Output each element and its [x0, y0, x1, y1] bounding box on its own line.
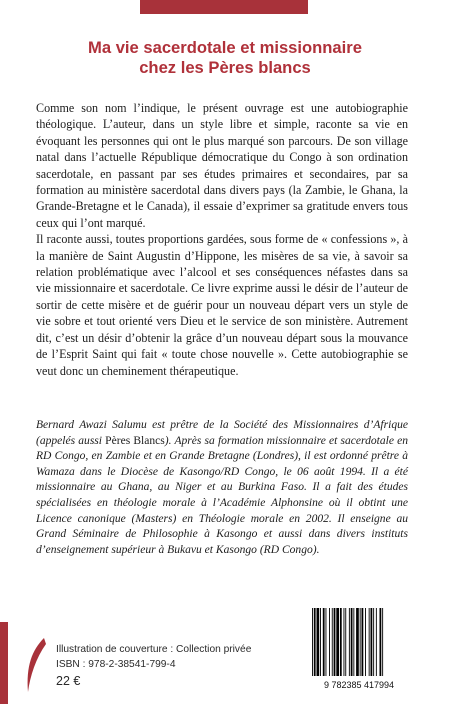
barcode-bar	[360, 608, 361, 676]
barcode-bar	[353, 608, 354, 676]
barcode-bar	[312, 608, 313, 676]
barcode-bar	[336, 608, 339, 676]
barcode-bar	[369, 608, 370, 676]
bio-part-1: Bernard Awazi Salumu est prêtre de la Société des Missionnaires d’Afrique (appelés aussi	[36, 419, 408, 447]
barcode-bar	[334, 608, 336, 676]
isbn-barcode	[304, 606, 414, 692]
barcode-bar	[340, 608, 342, 676]
summary-text	[36, 100, 408, 379]
barcode-bar	[329, 608, 330, 676]
barcode-bar	[365, 608, 366, 676]
barcode-bar	[332, 608, 333, 676]
bio-peres-blancs: Pères Blancs	[105, 434, 165, 447]
barcode-bar	[356, 608, 359, 676]
publisher-logo-icon	[22, 636, 48, 694]
barcode-bar	[382, 608, 383, 676]
summary-paragraph-1: Comme son nom l’indique, le présent ouvrage est une autobiographie théologique. L’auteur, dans un style libre et simple, raconte sa vie en évoquant les personnes qui ont le plus marqué son parcours. De son village natal dans l’actuelle République démocratique du Congo à son ordination sacerdotale, en passant par ses études primaires et secondaires, par sa formation au ministère sacerdotal dans divers pays (la Zambie, le Ghana, la Grande-Bretagne et le Canada), il essaie d’exprimer sa gratitude envers tous ceux qui l’ont marqué.	[36, 101, 408, 230]
barcode-number: 9 782385 417994	[323, 680, 395, 690]
barcode-bar	[317, 608, 320, 676]
barcode-bar	[351, 608, 353, 676]
author-bio-paragraph	[36, 418, 408, 558]
barcode-bar	[320, 608, 321, 676]
title-line-2: chez les Pères blancs	[139, 58, 311, 77]
bio-part-2: ). Après sa formation missionnaire et sacerdotale en RD Congo, en Zambie et en Grande Bretagne (Londres), il est ordonné prêtre à Wamaza dans le Diocèse de Kasongo/RD Congo, le 06 août 1994. Il a été missionnaire au Ghana, au Niger et au Burkina Faso. Il a fait des études spécialisées en théologie morale à l’Académie Alphonsine où il obtint une Licence canonique (Masters) en Théologie morale en 2002. Il enseigne au Grand Séminaire de Philosophie à Kasongo et aussi dans divers instituts d’enseignement supérieur à Bukavu et Kasongo (RD Congo).	[36, 434, 408, 556]
barcode-bar	[344, 608, 345, 676]
barcode-bar	[362, 608, 364, 676]
book-title	[30, 38, 420, 78]
illustration-credit: Illustration de couverture : Collection privée	[56, 644, 252, 655]
barcode-bar	[349, 608, 350, 676]
isbn-label: ISBN : 978-2-38541-799-4	[56, 658, 176, 670]
summary-paragraph-2: Il raconte aussi, toutes proportions gardées, sous forme de « confessions », à la manière de Saint Augustin d’Hippone, les misères de sa vie, à savoir sa relation problématique avec l’alcool et ses conséquences néfastes dans sa vie missionnaire et sacerdotale. Ce livre exprime aussi le désir de l’auteur de sortir de cette misère et de guérir pour un nouveau départ vers un style de vie sobre et tout orienté vers Dieu et le service de son ministère. Autrement dit, c’est un désir d’obtenir la grâce d’un nouveau départ sous la mouvance de l’Esprit Saint qui fait « toute chose nouvelle ». Cette autobiographie se veut donc un cheminement thérapeutique.	[36, 232, 408, 378]
barcode-bar	[376, 608, 377, 676]
barcode-bar	[380, 608, 382, 676]
left-color-bar	[0, 622, 8, 704]
barcode-bar	[371, 608, 373, 676]
top-color-band	[140, 0, 308, 14]
title-line-1: Ma vie sacerdotale et missionnaire	[88, 38, 362, 57]
price-label: 22 €	[56, 674, 81, 688]
barcode-bar	[314, 608, 316, 676]
author-bio	[36, 418, 408, 558]
barcode-bar	[326, 608, 327, 676]
barcode-bar	[323, 608, 325, 676]
barcode-bar	[373, 608, 374, 676]
publication-info	[56, 643, 251, 689]
barcode-bar	[345, 608, 346, 676]
